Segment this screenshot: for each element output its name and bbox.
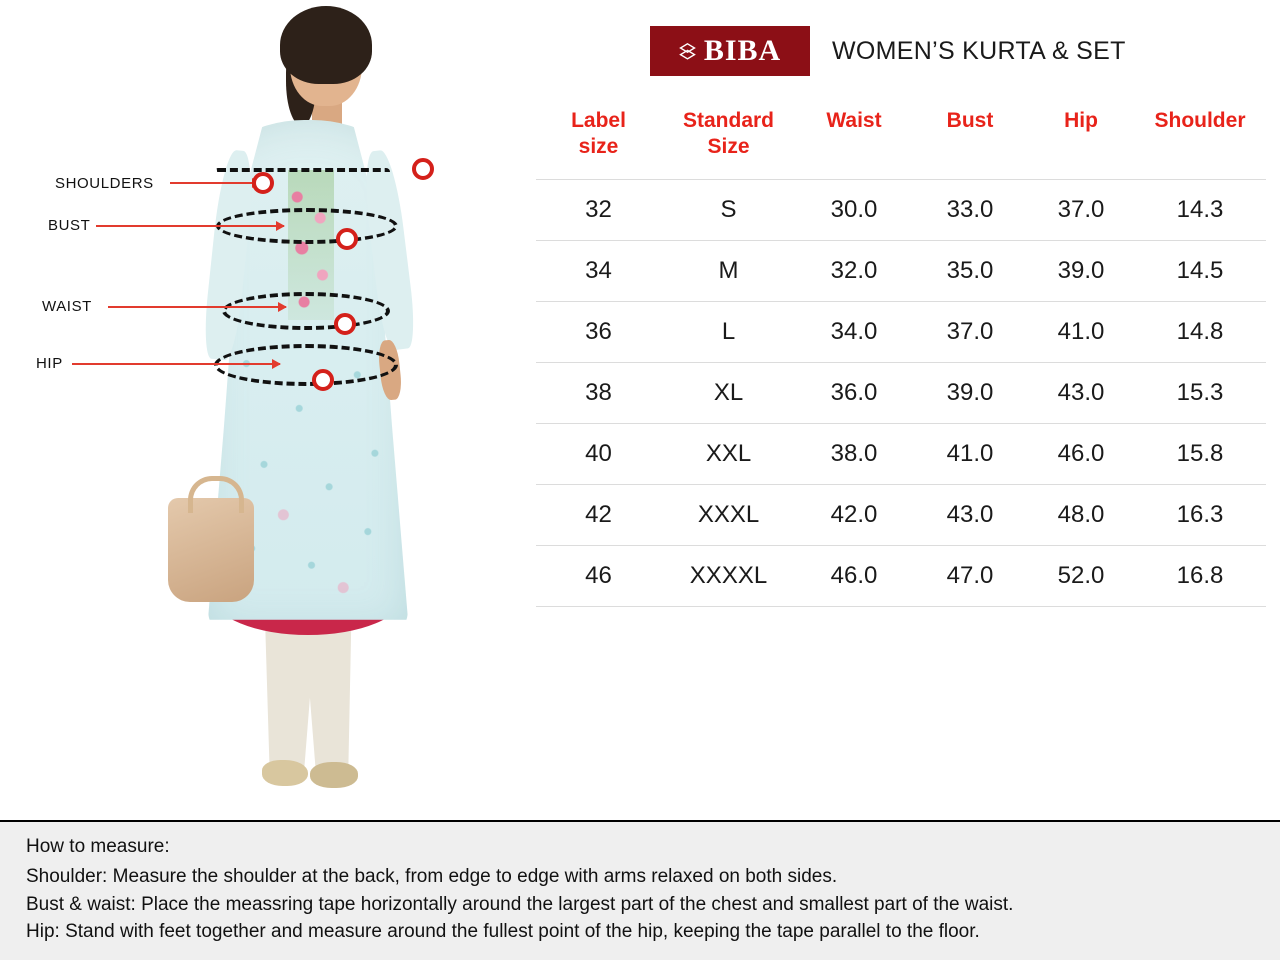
page-title: WOMEN’S KURTA & SET <box>832 36 1126 65</box>
cell-waist: 30.0 <box>796 179 912 240</box>
column-header-waist: Waist <box>826 109 882 132</box>
cell-shoulder: 15.3 <box>1134 362 1266 423</box>
model-shoe-right <box>310 762 358 788</box>
note-line-hip: Hip: Stand with feet together and measure around the fullest point of the hip, keeping the tape parallel to the floor. <box>26 921 980 943</box>
table-row <box>536 484 1266 545</box>
cell-standard-size: XXL <box>661 423 796 484</box>
model-handbag <box>168 498 254 602</box>
cell-shoulder: 16.3 <box>1134 484 1266 545</box>
column-header-line-2: size <box>578 135 619 159</box>
callout-label-waist: WAIST <box>42 298 92 315</box>
diamond-logo-icon <box>679 43 696 60</box>
callout-label-hip: HIP <box>36 355 63 372</box>
cell-hip: 39.0 <box>1028 240 1134 301</box>
cell-waist: 32.0 <box>796 240 912 301</box>
cell-standard-size: XXXXL <box>661 545 796 606</box>
measure-point-shoulder-left <box>252 172 274 194</box>
cell-label-size: 36 <box>536 301 661 362</box>
callout-label-bust: BUST <box>48 217 91 234</box>
cell-waist: 46.0 <box>796 545 912 606</box>
cell-standard-size: L <box>661 301 796 362</box>
cell-hip: 37.0 <box>1028 179 1134 240</box>
measure-point-waist <box>334 313 356 335</box>
cell-bust: 33.0 <box>912 179 1028 240</box>
table-row <box>536 179 1266 240</box>
model-hair <box>280 6 372 84</box>
cell-standard-size: XL <box>661 362 796 423</box>
cell-bust: 47.0 <box>912 545 1028 606</box>
cell-hip: 48.0 <box>1028 484 1134 545</box>
column-header-hip: Hip <box>1064 109 1098 132</box>
cell-shoulder: 16.8 <box>1134 545 1266 606</box>
column-header-label-size <box>536 100 661 179</box>
size-table-panel <box>571 0 1280 820</box>
cell-standard-size: S <box>661 179 796 240</box>
cell-waist: 34.0 <box>796 301 912 362</box>
measure-point-shoulder-right <box>412 158 434 180</box>
cell-bust: 37.0 <box>912 301 1028 362</box>
cell-waist: 38.0 <box>796 423 912 484</box>
cell-bust: 39.0 <box>912 362 1028 423</box>
cell-label-size: 38 <box>536 362 661 423</box>
leader-line-hip <box>72 363 280 365</box>
cell-bust: 43.0 <box>912 484 1028 545</box>
cell-label-size: 42 <box>536 484 661 545</box>
cell-standard-size: M <box>661 240 796 301</box>
table-row <box>536 362 1266 423</box>
note-title: How to measure: <box>26 836 170 857</box>
cell-hip: 46.0 <box>1028 423 1134 484</box>
cell-waist: 42.0 <box>796 484 912 545</box>
column-header-bust: Bust <box>946 109 994 132</box>
cell-shoulder: 14.8 <box>1134 301 1266 362</box>
measure-band-hip <box>214 344 398 386</box>
column-header-shoulder: Shoulder <box>1154 109 1246 132</box>
callout-label-shoulders: SHOULDERS <box>55 175 154 192</box>
leader-line-waist <box>108 306 286 308</box>
model-shoe-left <box>262 760 308 786</box>
table-row <box>536 545 1266 606</box>
cell-waist: 36.0 <box>796 362 912 423</box>
table-row <box>536 240 1266 301</box>
column-header-line-2: Size <box>707 135 750 159</box>
column-header-standard-size <box>661 100 796 179</box>
column-header-line-1: Label <box>571 109 626 132</box>
cell-label-size: 40 <box>536 423 661 484</box>
column-header-line-1: Standard <box>682 109 774 132</box>
cell-standard-size: XXXL <box>661 484 796 545</box>
cell-label-size: 46 <box>536 545 661 606</box>
cell-shoulder: 14.5 <box>1134 240 1266 301</box>
cell-hip: 52.0 <box>1028 545 1134 606</box>
cell-shoulder: 14.3 <box>1134 179 1266 240</box>
model-figure <box>160 0 460 820</box>
table-row <box>536 301 1266 362</box>
cell-bust: 35.0 <box>912 240 1028 301</box>
cell-shoulder: 15.8 <box>1134 423 1266 484</box>
measure-point-bust <box>336 228 358 250</box>
cell-label-size: 32 <box>536 179 661 240</box>
brand-badge <box>650 26 810 76</box>
size-chart-table <box>536 100 1266 607</box>
note-line-shoulder: Shoulder: Measure the shoulder at the back, from edge to edge with arms relaxed on both sides. <box>26 866 838 887</box>
leader-line-bust <box>96 225 284 227</box>
brand-name: BIBA <box>703 34 782 67</box>
cell-hip: 41.0 <box>1028 301 1134 362</box>
cell-label-size: 34 <box>536 240 661 301</box>
cell-hip: 43.0 <box>1028 362 1134 423</box>
measure-band-waist <box>222 292 390 330</box>
how-to-measure-note <box>0 820 1280 960</box>
cell-bust: 41.0 <box>912 423 1028 484</box>
measure-point-hip <box>312 369 334 391</box>
table-row <box>536 423 1266 484</box>
measure-band-shoulders <box>214 168 390 188</box>
brand-header <box>650 26 1126 76</box>
leader-line-shoulders <box>170 182 260 184</box>
note-line-bust-waist: Bust & waist: Place the meassring tape horizontally around the largest part of the chest and smallest part of the waist. <box>26 893 1014 915</box>
table-header-row <box>536 100 1266 179</box>
